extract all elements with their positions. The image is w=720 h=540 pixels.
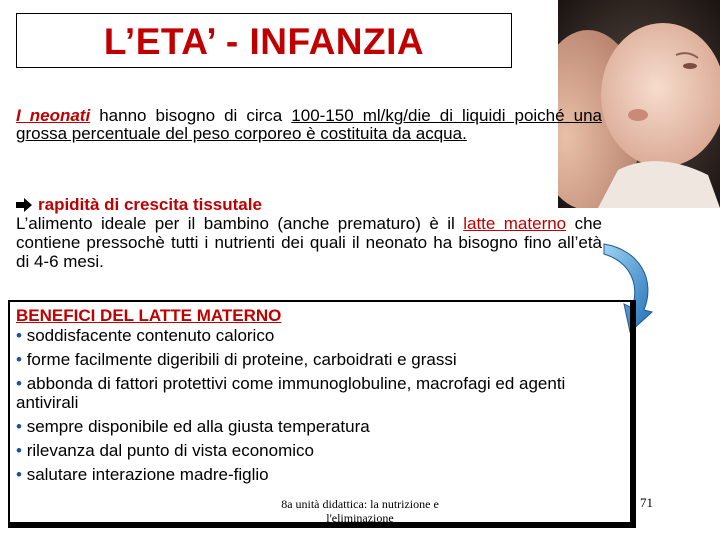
arrow-right-icon xyxy=(16,198,32,212)
infant-photo-drawing xyxy=(558,0,720,208)
title-box xyxy=(16,13,512,68)
footer-text: 8a unità didattica: la nutrizione e l'eliminazione xyxy=(281,497,439,525)
para2-body xyxy=(16,214,602,271)
list-item: • soddisfacente contenuto calorico xyxy=(16,326,275,345)
crescita-heading xyxy=(16,195,602,214)
list-item-text: sempre disponibile ed alla giusta temperatura xyxy=(26,417,370,436)
list-item-text: rilevanza dal punto di vista economico xyxy=(26,441,314,460)
crescita-heading-text: rapidità di crescita tissutale xyxy=(38,195,262,214)
list-item-text: salutare interazione madre-figlio xyxy=(26,465,269,484)
list-item: • sempre disponibile ed alla giusta temperatura xyxy=(16,417,370,436)
page-number: 71 xyxy=(640,495,653,510)
list-item: • rilevanza dal punto di vista economico xyxy=(16,441,314,460)
list-item: • forme facilmente digeribili di proteine, carboidrati e grassi xyxy=(16,350,457,369)
para1-text: hanno bisogno di circa xyxy=(90,106,292,125)
para2-text-a: L’alimento ideale per il bambino (anche prematuro) è il xyxy=(16,214,464,233)
list-item-text: forme facilmente digeribili di proteine, carboidrati e grassi xyxy=(26,350,457,369)
list-item-text: soddisfacente contenuto calorico xyxy=(26,326,275,345)
paragraph-crescita xyxy=(16,195,602,271)
list-item: • salutare interazione madre-figlio xyxy=(16,465,269,484)
latte-materno-highlight: latte materno xyxy=(463,214,567,233)
list-item: • abbonda di fattori protettivi come immunoglobuline, macrofagi ed agenti antivirali xyxy=(16,374,566,412)
infant-photo xyxy=(558,0,720,208)
neonati-link: I neonati xyxy=(16,106,91,125)
benefits-box xyxy=(8,300,636,528)
para1-amount: 100-150 ml/kg/die di liquidi poiché una grossa percentuale del peso corporeo è costituita da acqua. xyxy=(16,106,602,143)
page-title: L’ETA’ - INFANZIA xyxy=(103,21,425,62)
benefits-list xyxy=(16,326,624,484)
para2-text-b: che contiene pressochè tutti i nutrienti dei quali il neonato ha bisogno fino all’età di 4-6 mesi. xyxy=(16,214,602,271)
list-item-text: abbonda di fattori protettivi come immunoglobuline, macrofagi ed agenti antivirali xyxy=(16,374,566,412)
benefits-heading: BENEFICI DEL LATTE MATERNO xyxy=(16,306,282,325)
paragraph-neonati xyxy=(16,107,602,143)
